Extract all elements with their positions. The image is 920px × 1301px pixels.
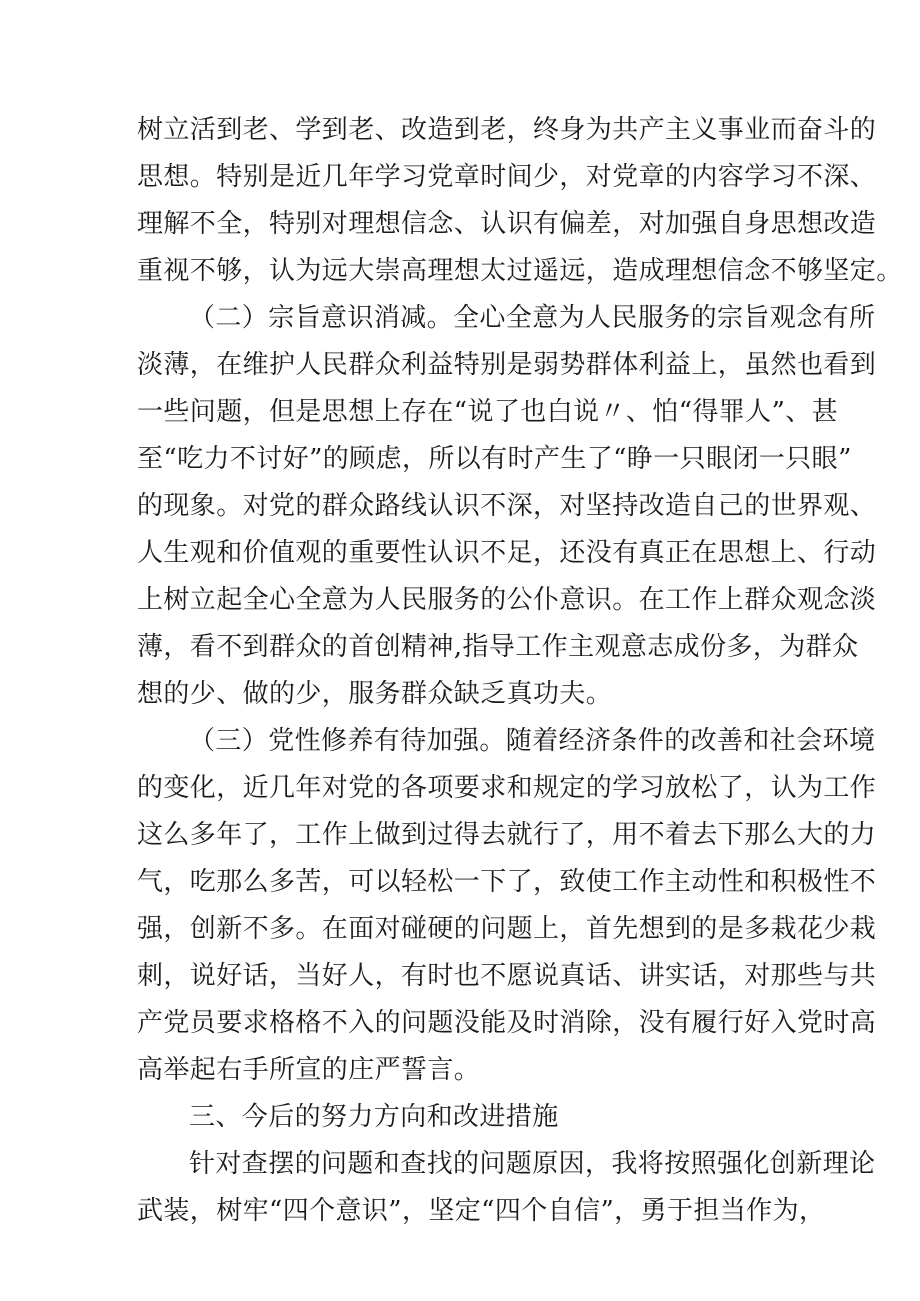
text-line-21: 高举起右手所宣的庄严誓言。 — [137, 1055, 481, 1085]
text-line-23: 针对查摆的问题和查找的问题原因，我将按照强化创新理论 — [189, 1149, 876, 1179]
text-line-19: 刺，说好话，当好人，有时也不愿说真话、讲实话，对那些与共 — [137, 961, 877, 991]
text-line-12: 薄，看不到群众的首创精神,指导工作主观意志成份多，为群众 — [137, 632, 859, 662]
text-line-11: 上树立起全心全意为人民服务的公仆意识。在工作上群众观念淡 — [137, 585, 877, 615]
text-line-17: 气，吃那么多苦，可以轻松一下了，致使工作主动性和积极性不 — [137, 867, 877, 897]
text-line-15: 的变化，近几年对党的各项要求和规定的学习放松了，认为工作 — [137, 773, 877, 803]
text-line-10: 人生观和价值观的重要性认识不足，还没有真正在思想上、行动 — [137, 538, 877, 568]
text-line-2: 思想。特别是近几年学习党章时间少，对党章的内容学习不深、 — [137, 162, 877, 192]
text-line-9: 的现象。对党的群众路线认识不深，对坚持改造自己的世界观、 — [137, 491, 877, 521]
section-two-heading-line: （二）宗旨意识消减。全心全意为人民服务的宗旨观念有所 — [189, 303, 876, 333]
text-line-13: 想的少、做的少，服务群众缺乏真功夫。 — [137, 679, 613, 709]
text-line-20: 产党员要求格格不入的问题没能及时消除，没有履行好入党时高 — [137, 1008, 877, 1038]
text-line-16: 这么多年了，工作上做到过得去就行了，用不着去下那么大的力 — [137, 820, 877, 850]
text-line-1: 树立活到老、学到老、改造到老，终身为共产主义事业而奋斗的 — [137, 115, 877, 145]
text-line-24: 武装，树牢“四个意识”，坚定“四个自信”，勇于担当作为， — [137, 1196, 826, 1226]
text-line-8: 至“吃力不讨好”的顾虑，所以有时产生了“睁一只眼闭一只眼” — [137, 444, 852, 474]
text-line-7: 一些问题，但是思想上存在“说了也白说〃、怕“得罪人”、甚 — [137, 397, 839, 427]
text-line-6: 淡薄，在维护人民群众利益特别是弱势群体利益上，虽然也看到 — [137, 350, 877, 380]
section-three-heading-line: （三）党性修养有待加强。随着经济条件的改善和社会环境 — [189, 726, 876, 756]
text-line-3: 理解不全，特别对理想信念、认识有偏差，对加强自身思想改造 — [137, 209, 877, 239]
part-three-heading: 三、今后的努力方向和改进措施 — [189, 1102, 559, 1132]
text-line-4: 重视不够，认为远大崇高理想太过遥远，造成理想信念不够坚定。 — [137, 256, 903, 286]
text-line-18: 强，创新不多。在面对碰硬的问题上，首先想到的是多栽花少栽 — [137, 914, 877, 944]
